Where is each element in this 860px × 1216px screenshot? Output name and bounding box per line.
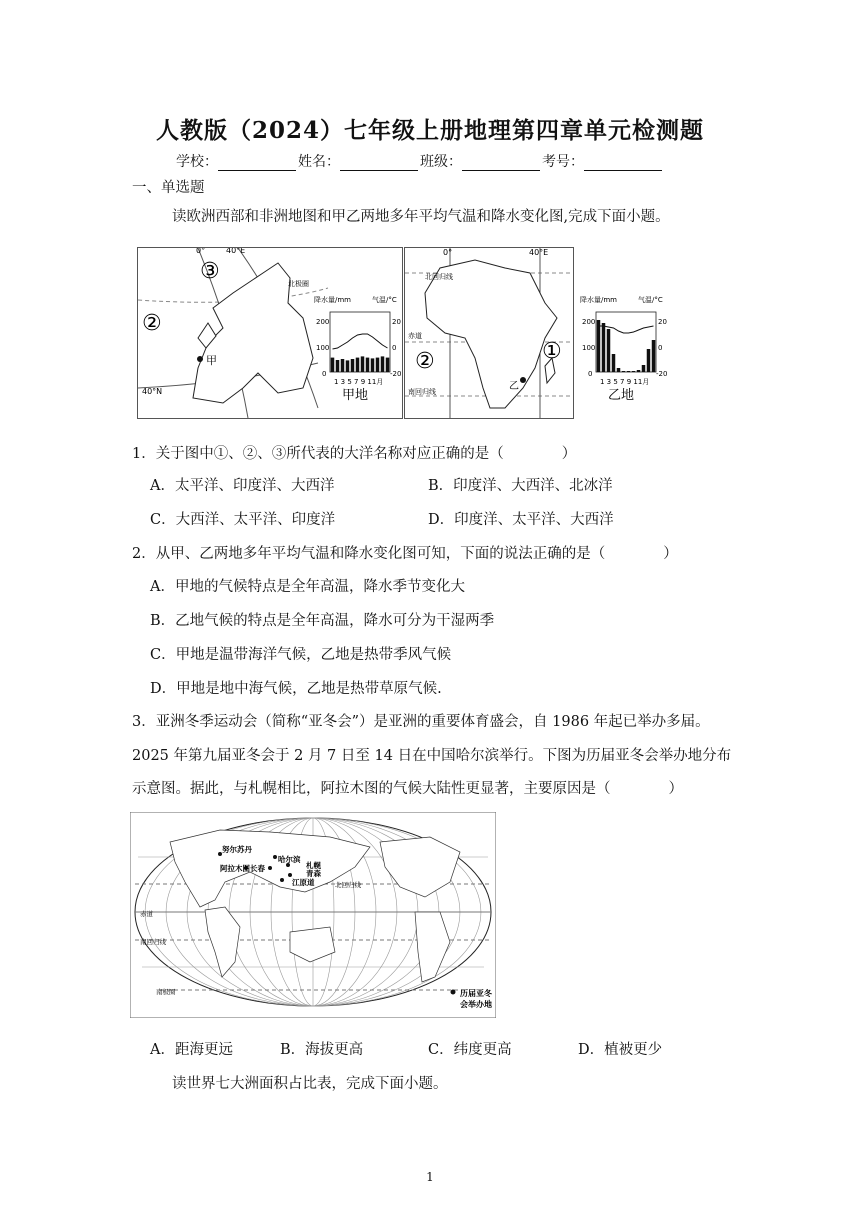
chart-jia-precip-bar bbox=[381, 356, 385, 372]
city-nursultan-label: 努尔苏丹 bbox=[222, 845, 252, 854]
q3-option-d[interactable]: D．植被更少 bbox=[578, 1042, 663, 1058]
q3-option-c[interactable]: C．纬度更高 bbox=[428, 1042, 512, 1058]
tropic-n-label: 北回归线 bbox=[425, 273, 453, 281]
page-title: 人教版（2024）七年级上册地理第四章单元检测题 bbox=[155, 117, 704, 144]
question-3-close: ） bbox=[668, 781, 683, 797]
chart-yi-precip-bar bbox=[627, 371, 631, 372]
school-blank[interactable] bbox=[218, 156, 296, 171]
world-tropic-s-label: 南回归线 bbox=[140, 938, 166, 946]
map-right-lon40: 40°E bbox=[529, 248, 549, 257]
chart-jia-precip-bar bbox=[376, 358, 380, 372]
chart-yi-svg bbox=[578, 292, 673, 404]
question-2-stem bbox=[132, 542, 678, 563]
chart-jia-y100: 100 bbox=[316, 344, 330, 352]
chart-jia-y0: 0 bbox=[322, 370, 327, 378]
legend-dot bbox=[451, 990, 456, 995]
chart-yi-y200: 200 bbox=[582, 318, 596, 326]
chart-yi-precip-bar bbox=[642, 365, 646, 372]
intro-paragraph-2: 读世界七大洲面积占比表，完成下面小题。 bbox=[172, 1076, 448, 1092]
world-map bbox=[130, 812, 496, 1018]
q1-option-a[interactable]: A．太平洋、印度洋、大西洋 bbox=[150, 478, 335, 494]
ocean-2-label-right: ② bbox=[415, 349, 435, 374]
chart-yi-t0: 0 bbox=[658, 344, 663, 352]
africa-map-figure bbox=[404, 247, 574, 419]
q2-option-d[interactable]: D．甲地是地中海气候，乙地是热带草原气候. bbox=[150, 681, 442, 697]
chart-jia-precip-label: 降水量/mm bbox=[314, 296, 351, 304]
chart-yi-precip-bar bbox=[637, 370, 641, 372]
q2-option-c[interactable]: C．甲地是温带海洋气候，乙地是热带季风气候 bbox=[150, 647, 452, 663]
city-gangwon-dot bbox=[280, 878, 284, 882]
chart-yi-precip-bar bbox=[617, 368, 621, 372]
africa-map bbox=[405, 248, 573, 418]
city-aomori-dot bbox=[288, 873, 292, 877]
page-number: 1 bbox=[426, 1170, 434, 1184]
chart-jia-caption: 甲地 bbox=[342, 388, 369, 403]
chart-jia-precip-bar bbox=[371, 358, 375, 372]
q1-option-c[interactable]: C．大西洋、太平洋、印度洋 bbox=[150, 512, 336, 528]
city-gangwon-label: 江原道 bbox=[292, 878, 315, 887]
question-1-close: ） bbox=[561, 446, 577, 462]
equator-label: 赤道 bbox=[408, 332, 422, 340]
ocean-3-label: ③ bbox=[200, 259, 220, 284]
chart-jia-temp-line bbox=[333, 334, 388, 349]
question-1-text: 1．关于图中①、②、③所代表的大洋名称对应正确的是（ bbox=[132, 446, 504, 462]
question-3-line-1: 3．亚洲冬季运动会（简称“亚冬会”）是亚洲的重要体育盛会，自 1986 年起已举办多届。 bbox=[132, 714, 710, 730]
exam-no-blank[interactable] bbox=[584, 156, 662, 171]
chart-yi-precip-bar bbox=[632, 371, 636, 372]
intro-paragraph-1: 读欧洲西部和非洲地图和甲乙两地多年平均气温和降水变化图,完成下面小题。 bbox=[172, 209, 670, 225]
tropic-s-label: 南回归线 bbox=[408, 388, 436, 396]
chart-jia-precip-bar bbox=[341, 359, 345, 372]
class-blank[interactable] bbox=[462, 156, 540, 171]
city-changchun-dot bbox=[268, 866, 272, 870]
name-blank[interactable] bbox=[340, 156, 418, 171]
city-aomori-label: 青森 bbox=[306, 869, 321, 878]
chart-jia-temp-label: 气温/°C bbox=[372, 296, 397, 304]
world-antarctic-label: 南极圈 bbox=[156, 988, 176, 996]
ocean-2-label-left: ② bbox=[142, 311, 162, 336]
chart-jia-precip-bar bbox=[346, 360, 350, 372]
site-jia-marker bbox=[197, 356, 203, 362]
q2-option-b[interactable]: B．乙地气候的特点是全年高温，降水可分为干湿两季 bbox=[150, 613, 495, 629]
chart-jia-svg bbox=[312, 292, 407, 404]
map-left-lon40: 40°E bbox=[226, 248, 246, 255]
question-3-line-2: 2025 年第九届亚冬会于 2 月 7 日至 14 日在中国哈尔滨举行。下图为历届亚冬会举办地分布 bbox=[132, 748, 732, 764]
chart-jia-y200: 200 bbox=[316, 318, 330, 326]
world-map-figure bbox=[130, 812, 496, 1018]
question-3-text: 示意图。据此，与札幌相比，阿拉木图的气候大陆性更显著，主要原因是（ bbox=[132, 781, 611, 797]
chart-jia-precip-bar bbox=[351, 359, 355, 372]
chart-yi-precip-label: 降水量/mm bbox=[580, 296, 617, 304]
ocean-1-label: ① bbox=[542, 339, 562, 364]
chart-yi-months: 1 3 5 7 9 11月 bbox=[600, 378, 650, 386]
q3-option-b[interactable]: B．海拔更高 bbox=[280, 1042, 364, 1058]
chart-jia-precip-bar bbox=[366, 358, 370, 372]
chart-jia-precip-bar bbox=[336, 360, 340, 372]
chart-jia-precip-bar bbox=[331, 358, 335, 372]
chart-yi-t20: 20 bbox=[658, 318, 667, 326]
city-harbin-dot bbox=[273, 855, 277, 859]
chart-yi-temp-label: 气温/°C bbox=[638, 296, 663, 304]
section-heading: 一、单选题 bbox=[132, 180, 205, 196]
q1-option-d[interactable]: D．印度洋、太平洋、大西洋 bbox=[428, 512, 614, 528]
q3-option-a[interactable]: A．距海更远 bbox=[150, 1042, 233, 1058]
student-info-line bbox=[176, 151, 664, 171]
chart-yi-y100: 100 bbox=[582, 344, 596, 352]
chart-yi-precip-bar bbox=[647, 349, 651, 372]
question-3-line-3 bbox=[132, 777, 683, 798]
legend-line-1: 历届亚冬 bbox=[460, 989, 492, 998]
school-label: 学校： bbox=[176, 154, 218, 170]
map-left-lat40: 40°N bbox=[142, 387, 163, 396]
chart-jia-t20: 20 bbox=[392, 318, 401, 326]
world-tropic-n-label: 北回归线 bbox=[335, 881, 361, 889]
chart-yi-precip-bar bbox=[597, 320, 601, 372]
chart-jia bbox=[312, 292, 407, 404]
city-sapporo-label: 札幌 bbox=[306, 861, 321, 870]
question-1-stem bbox=[132, 442, 576, 463]
chart-jia-months: 1 3 5 7 9 11月 bbox=[334, 378, 384, 386]
chart-jia-tm20: -20 bbox=[390, 370, 402, 378]
chart-jia-precip-bar bbox=[386, 358, 390, 372]
arctic-circle-label: 北极圈 bbox=[288, 280, 309, 288]
chart-yi-precip-bar bbox=[622, 371, 626, 372]
map-right-lon0: 0° bbox=[443, 248, 453, 257]
chart-yi-precip-bar bbox=[607, 329, 611, 372]
chart-yi-precip-bar bbox=[602, 323, 606, 372]
name-label: 姓名： bbox=[298, 154, 340, 170]
site-jia-label: 甲 bbox=[206, 354, 217, 367]
chart-jia-precip-bar bbox=[356, 358, 360, 372]
q1-option-b[interactable]: B．印度洋、大西洋、北冰洋 bbox=[428, 478, 613, 494]
chart-jia-t0: 0 bbox=[392, 344, 397, 352]
chart-yi-precip-bar bbox=[652, 340, 656, 372]
chart-yi-tm20: -20 bbox=[656, 370, 668, 378]
city-changchun-label: 长春 bbox=[250, 864, 265, 873]
exam-no-label: 考号： bbox=[542, 154, 584, 170]
question-2-close: ） bbox=[663, 546, 678, 562]
city-almaty-label: 阿拉木图 bbox=[220, 864, 250, 873]
site-yi-label: 乙 bbox=[509, 381, 519, 392]
q2-option-a[interactable]: A．甲地的气候特点是全年高温，降水季节变化大 bbox=[150, 579, 465, 595]
chart-jia-precip-bar bbox=[361, 356, 365, 372]
city-harbin-label: 哈尔滨 bbox=[278, 855, 301, 864]
chart-yi-y0: 0 bbox=[588, 370, 593, 378]
question-2-text: 2．从甲、乙两地多年平均气温和降水变化图可知，下面的说法正确的是（ bbox=[132, 546, 606, 562]
class-label: 班级： bbox=[420, 154, 462, 170]
chart-yi bbox=[578, 292, 673, 404]
world-equator-label: 赤道 bbox=[140, 910, 153, 918]
map-left-lon0: 0° bbox=[196, 248, 206, 255]
chart-yi-precip-bar bbox=[612, 354, 616, 372]
legend-line-2: 会举办地 bbox=[460, 1000, 492, 1009]
chart-yi-caption: 乙地 bbox=[608, 388, 635, 403]
site-yi-marker bbox=[520, 377, 526, 383]
